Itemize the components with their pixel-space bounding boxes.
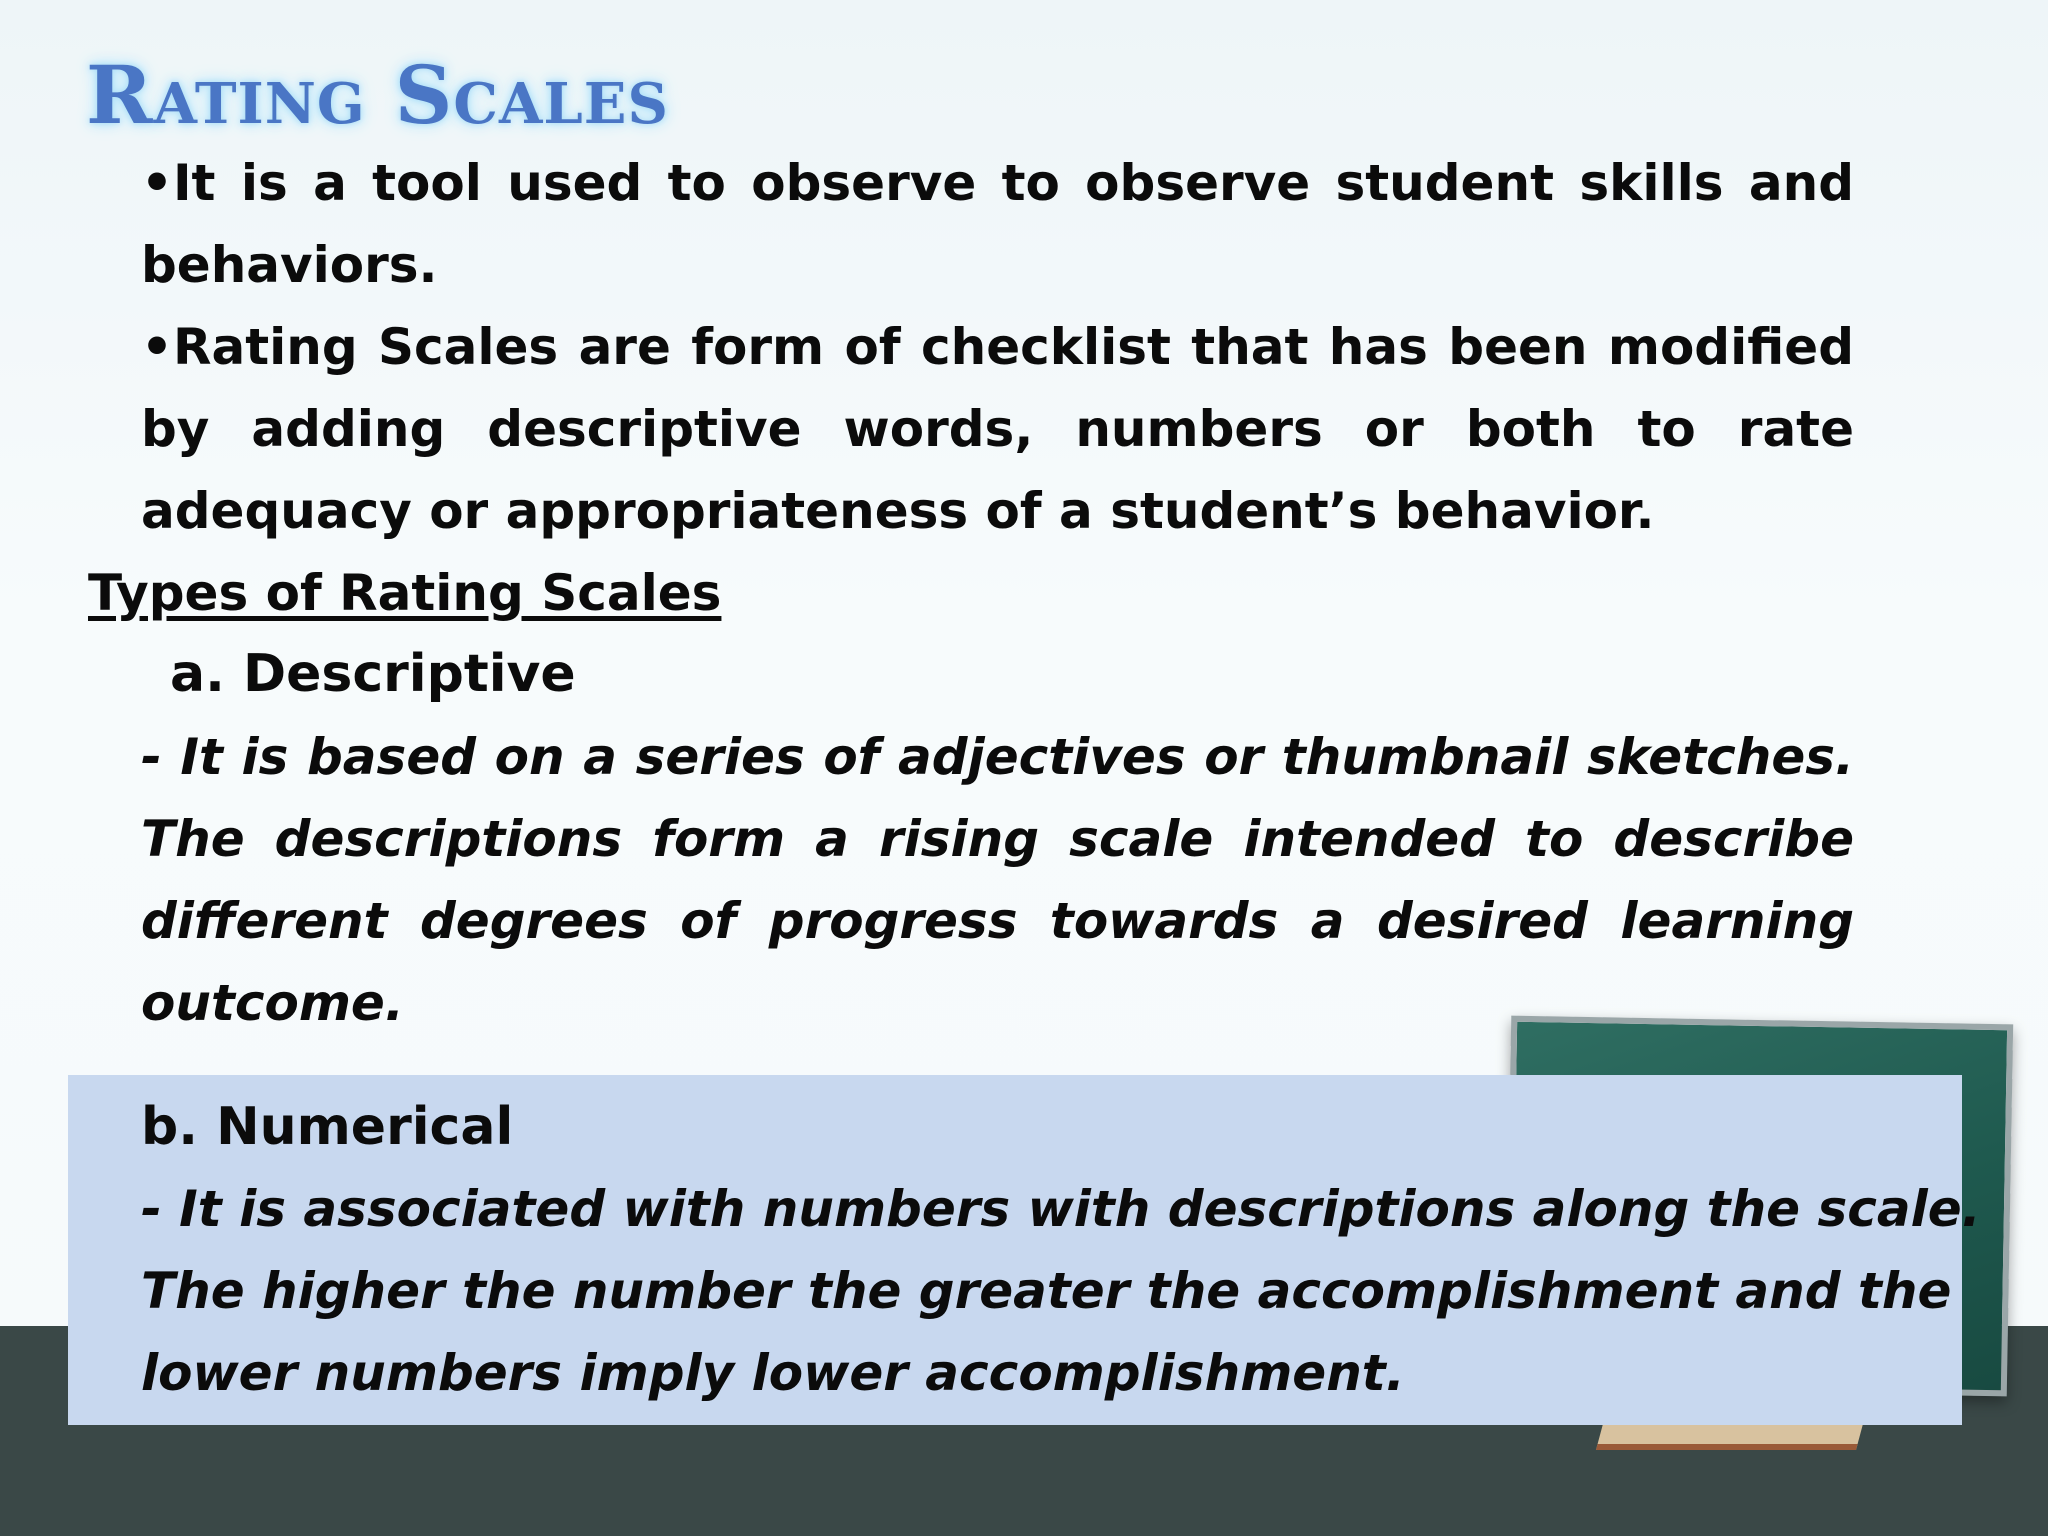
numerical-line-3: lower numbers imply lower accomplishment. [141, 1344, 1405, 1402]
type-descriptive-text: - It is based on a series of adjectives or thumbnail sketches. The descriptions form a rising scale intended to describe different degrees of progress towards a desired learning outcome. [141, 728, 1854, 1032]
numerical-line-1: - It is associated with numbers with descriptions along the scale. [141, 1180, 1981, 1238]
slide-title: Rating Scales [86, 48, 669, 142]
bullet-description: •Rating Scales are form of checklist that has been modified by adding descriptive words, numbers or both to rate adequacy or appropriateness of a student’s behavior. [141, 318, 1854, 540]
type-descriptive-heading: a. Descriptive [170, 644, 576, 704]
type-numerical-text [141, 1168, 1981, 1414]
type-numerical-heading: b. Numerical [141, 1097, 514, 1157]
numerical-line-2: The higher the number the greater the accomplishment and the [141, 1262, 1952, 1320]
bullet-definition: •It is a tool used to observe to observe student skills and behaviors. [141, 154, 1854, 294]
types-heading: Types of Rating Scales [88, 564, 722, 622]
